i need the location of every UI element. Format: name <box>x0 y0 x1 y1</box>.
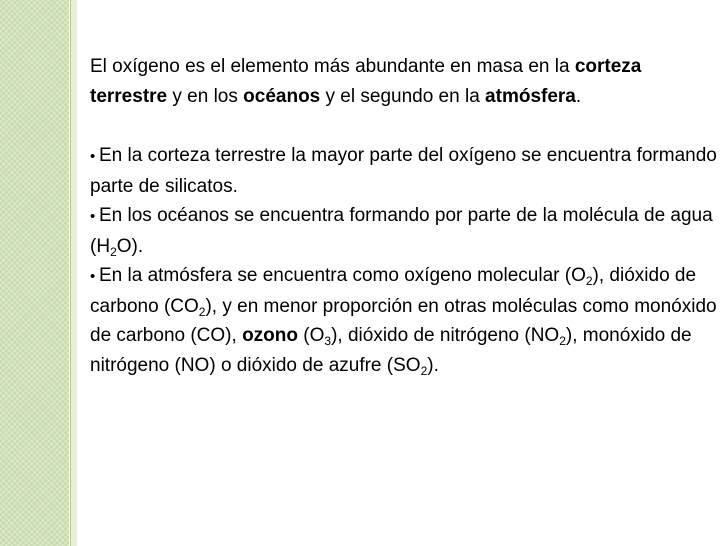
bullet-text: En la corteza terrestre la mayor parte del oxígeno se encuentra formando parte de silicatos. <box>90 145 717 197</box>
bullet-text: ), y en menor proporción en otras moléculas como monóxido de carbono (CO), <box>90 295 717 346</box>
decorative-sidebar <box>0 0 69 546</box>
subscript: 3 <box>324 334 332 348</box>
bullet-item-atmosfera <box>90 261 722 380</box>
bullet-text: En la atmósfera se encuentra como oxígeno molecular (O <box>99 265 586 286</box>
bullet-text: O). <box>116 235 144 257</box>
bullet-item-corteza <box>90 141 722 201</box>
bullet-text: (O <box>298 325 325 346</box>
sidebar-divider <box>70 0 77 546</box>
subscript: 2 <box>110 244 117 259</box>
intro-bold-oceanos: océanos <box>243 85 321 107</box>
slide-content <box>90 52 722 380</box>
intro-text-4: . <box>575 85 582 107</box>
bullet-item-oceanos <box>90 201 722 261</box>
bullet-text: ), dióxido de carbono (CO <box>90 265 697 317</box>
intro-paragraph <box>90 52 722 111</box>
intro-bold-atmosfera: atmósfera <box>485 85 576 107</box>
subscript: 2 <box>585 274 593 288</box>
bullet-marker: • <box>90 268 96 285</box>
bullet-text: ), monóxido de nitrógeno (NO) o dióxido de azufre (SO <box>90 325 692 376</box>
intro-text-2: y en los <box>167 85 244 107</box>
paragraph-gap <box>90 111 722 141</box>
bullet-marker: • <box>90 208 96 225</box>
bullet-bold-ozono: ozono <box>242 325 299 346</box>
bullet-text: ). <box>427 354 439 376</box>
intro-text-3: y el segundo en la <box>320 85 486 107</box>
bullet-marker: • <box>90 148 96 165</box>
bullet-text: En los océanos se encuentra formando por parte de la molécula de agua (H <box>90 205 713 257</box>
intro-text-1: El oxígeno es el elemento más abundante en masa en la <box>90 56 575 77</box>
subscript: 2 <box>198 304 206 319</box>
subscript: 2 <box>420 363 428 378</box>
subscript: 2 <box>559 334 566 348</box>
intro-bold-corteza: corteza terrestre <box>90 56 642 107</box>
bullet-text: ), dióxido de nitrógeno (NO <box>331 325 560 346</box>
